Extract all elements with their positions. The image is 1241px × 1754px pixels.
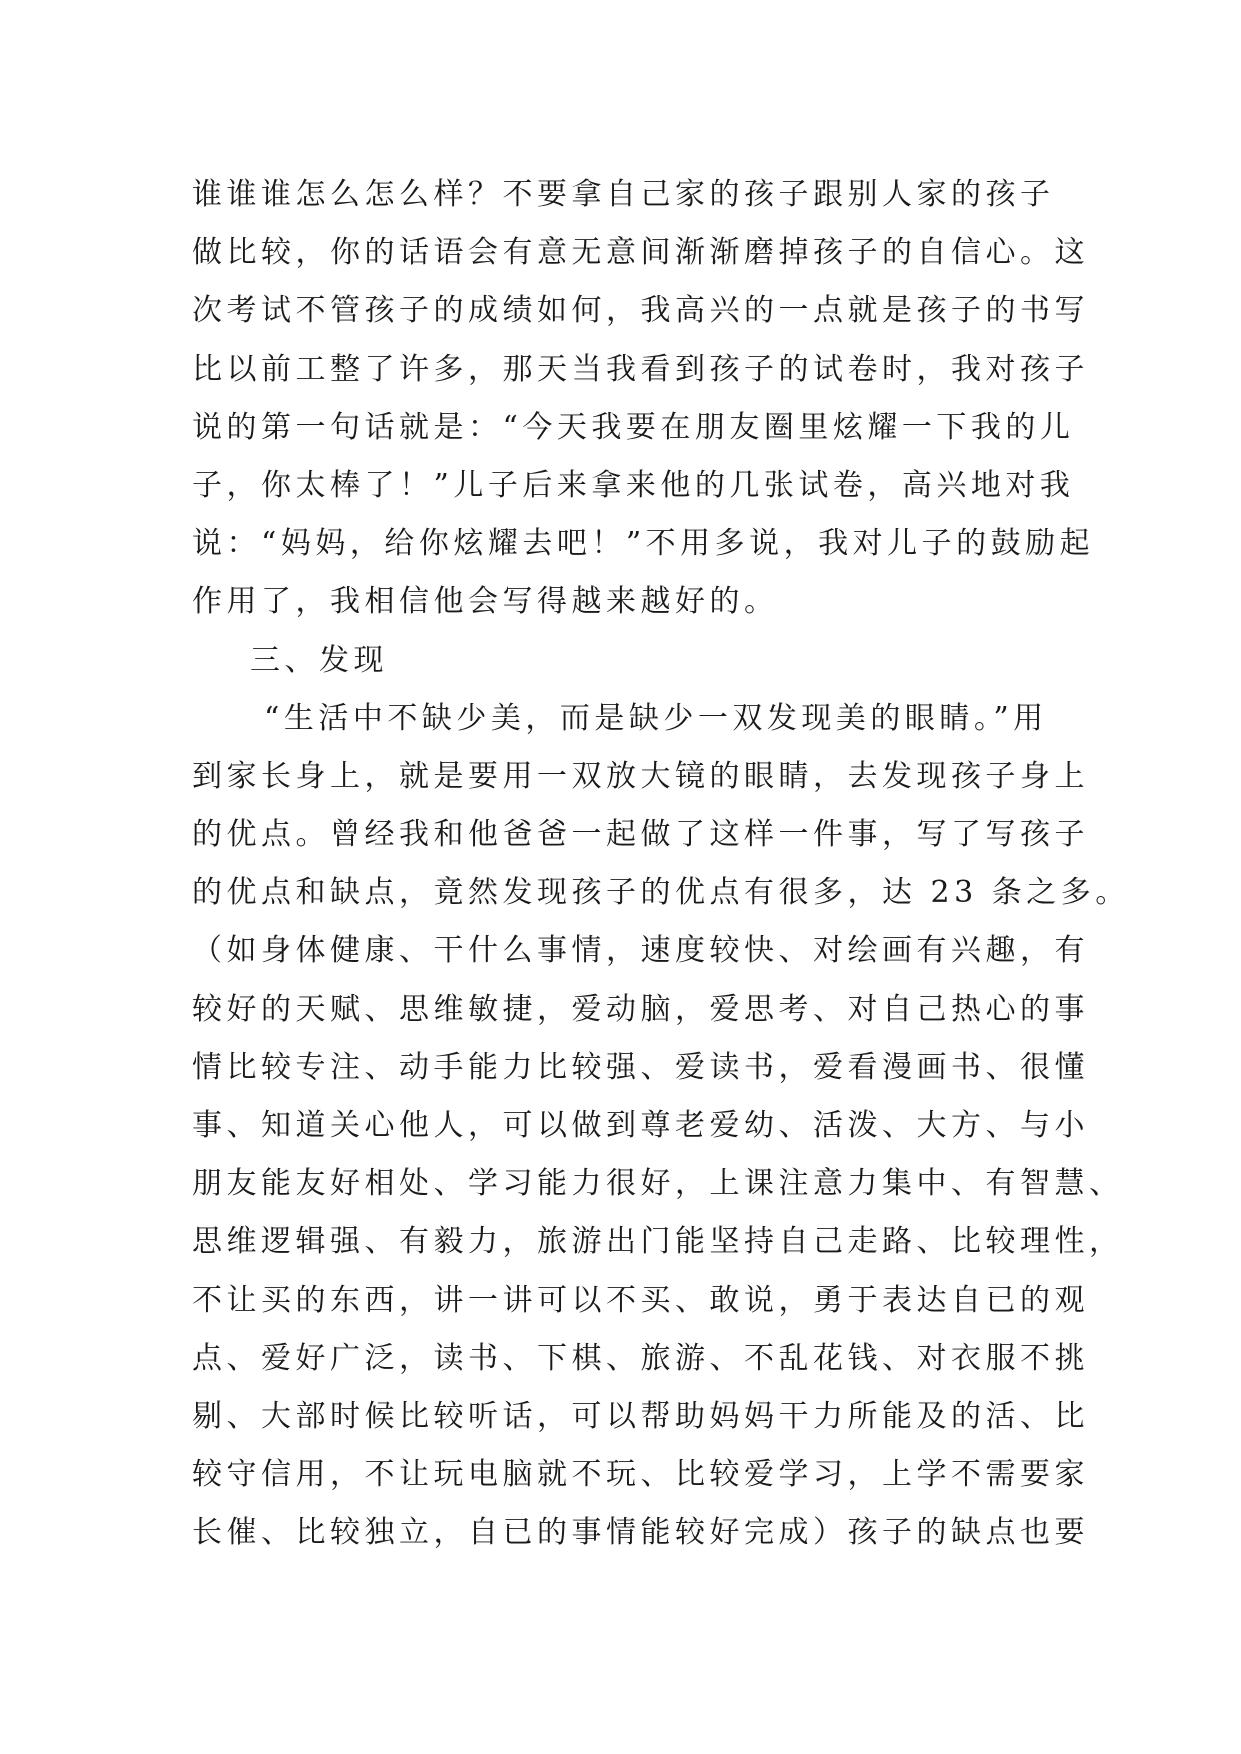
text-line: 较好的天赋、思维敏捷，爱动脑，爱思考、对自己热心的事 xyxy=(192,991,1089,1027)
text-line: 说的第一句话就是：“今天我要在朋友圈里炫耀一下我的儿 xyxy=(192,409,1075,445)
text-line: 事、知道关心他人，可以做到尊老爱幼、活泼、大方、与小 xyxy=(192,1108,1089,1143)
text-line: 的优点。曾经我和他爸爸一起做了这样一件事，写了写孩子 xyxy=(192,817,1089,853)
body-text xyxy=(192,166,1152,1563)
text-line: 剔、大部时候比较听话，可以帮助妈妈干力所能及的活、比 xyxy=(192,1398,1089,1434)
text-line: 点、爱好广泛，读书、下棋、旅游、不乱花钱、对衣服不挑 xyxy=(192,1340,1089,1376)
text-line: 较守信用，不让玩电脑就不玩、比较爱学习，上学不需要家 xyxy=(192,1457,1089,1493)
text-line: 作用了，我相信他会写得越来越好的。 xyxy=(192,584,779,620)
text-line: “生活中不缺少美，而是缺少一双发现美的眼睛。”用 xyxy=(264,700,1048,736)
text-line: 谁谁谁怎么怎么样？不要拿自己家的孩子跟别人家的孩子 xyxy=(192,177,1055,212)
text-line: 说：“妈妈，给你炫耀去吧！”不用多说，我对儿子的鼓励起 xyxy=(192,526,1095,562)
section-heading: 三、发现 xyxy=(250,642,388,678)
text-line: 子，你太棒了！”儿子后来拿来他的几张试卷，高兴地对我 xyxy=(192,467,1075,503)
text-line: 的优点和缺点，竟然发现孩子的优点有很多，达 23 条之多。 xyxy=(192,875,1130,911)
text-line: 做比较，你的话语会有意无意间渐渐磨掉孩子的自信心。这 xyxy=(192,235,1089,271)
text-line: 比以前工整了许多，那天当我看到孩子的试卷时，我对孩子 xyxy=(192,351,1089,387)
text-line: 次考试不管孩子的成绩如何，我高兴的一点就是孩子的书写 xyxy=(192,293,1089,329)
text-line: （如身体健康、干什么事情，速度较快、对绘画有兴趣，有 xyxy=(192,933,1089,969)
text-line: 情比较专注、动手能力比较强、爱读书，爱看漫画书、很懂 xyxy=(192,1049,1089,1085)
text-line: 思维逻辑强、有毅力，旅游出门能坚持自己走路、比较理性， xyxy=(192,1224,1124,1260)
text-line: 到家长身上，就是要用一双放大镜的眼睛，去发现孩子身上 xyxy=(192,758,1089,794)
text-line: 不让买的东西，讲一讲可以不买、敢说，勇于表达自已的观 xyxy=(192,1282,1089,1318)
text-line: 朋友能友好相处、学习能力很好，上课注意力集中、有智慧、 xyxy=(192,1166,1124,1202)
text-line: 长催、比较独立，自已的事情能较好完成）孩子的缺点也要 xyxy=(192,1515,1089,1551)
